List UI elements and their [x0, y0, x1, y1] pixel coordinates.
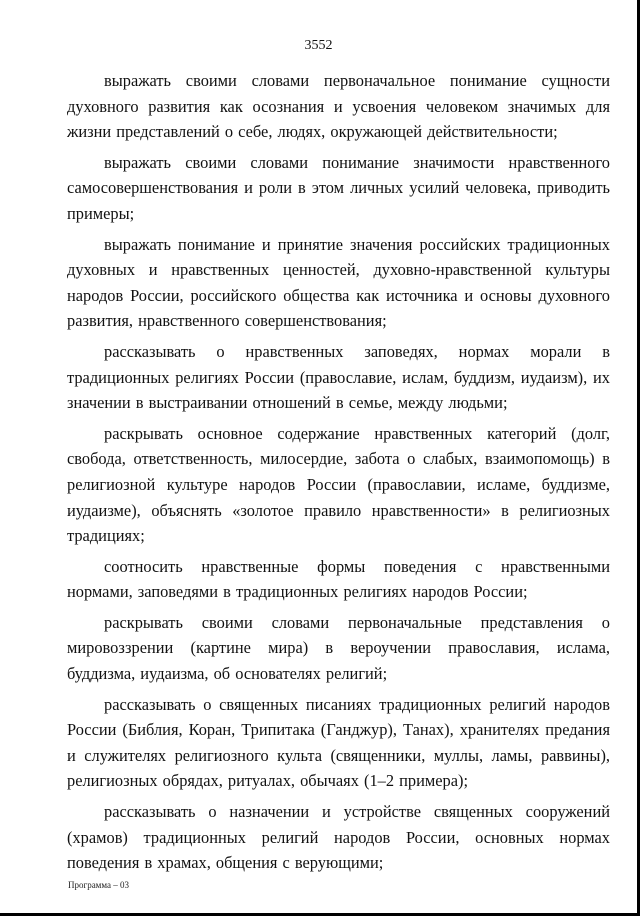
page-footer: Программа – 03 [68, 880, 130, 890]
paragraph: рассказывать о священных писаниях традиционных религий народов России (Библия, Коран, Трипитака (Ганджур), Танах), хранителях предания и служителях религиозного культа (священники, муллы, ламы, раввины), религиозных обрядах, ритуалах, обычаях (1–2 примера); [67, 694, 610, 791]
paragraph: выражать своими словами первоначальное понимание сущности духовного развития как осознания и усвоения человеком значимых для жизни представлений о себе, людях, окружающей действительности; [67, 71, 610, 142]
page-number: 3552 [304, 38, 333, 53]
paragraph: соотносить нравственные формы поведения с нравственными нормами, заповедями в традиционных религиях народов России; [67, 556, 610, 602]
paragraph: рассказывать о нравственных заповедях, нормах морали в традиционных религиях России (православие, ислам, буддизм, иудаизм), их значении в выстраивании отношений в семье, между людьми; [67, 341, 610, 413]
paragraph: выражать своими словами понимание значимости нравственного самосовершенствования и роли в этом личных усилий человека, приводить примеры; [67, 152, 610, 223]
paragraph: раскрывать основное содержание нравственных категорий (долг, свобода, ответственность, милосердие, забота о слабых, взаимопомощь) в религиозной культуре народов России (православии, исламе, буддизме, иудаизме), объяснять «золотое правило нравственности» в религиозных традициях; [67, 423, 610, 546]
body-text [67, 68, 610, 881]
paragraph: раскрывать своими словами первоначальные представления о мировоззрении (картине мира) в вероучении православия, ислама, буддизма, иудаизма, об основателях религий; [67, 612, 610, 684]
paragraph: рассказывать о назначении и устройстве священных сооружений (храмов) традиционных религий народов России, основных нормах поведения в храмах, общения с верующими; [67, 802, 610, 873]
paragraph: выражать понимание и принятие значения российских традиционных духовных и нравственных ценностей, духовно-нравственной культуры народов России, российского общества как источника и основы духовного развития, нравственного совершенствования; [67, 234, 610, 331]
